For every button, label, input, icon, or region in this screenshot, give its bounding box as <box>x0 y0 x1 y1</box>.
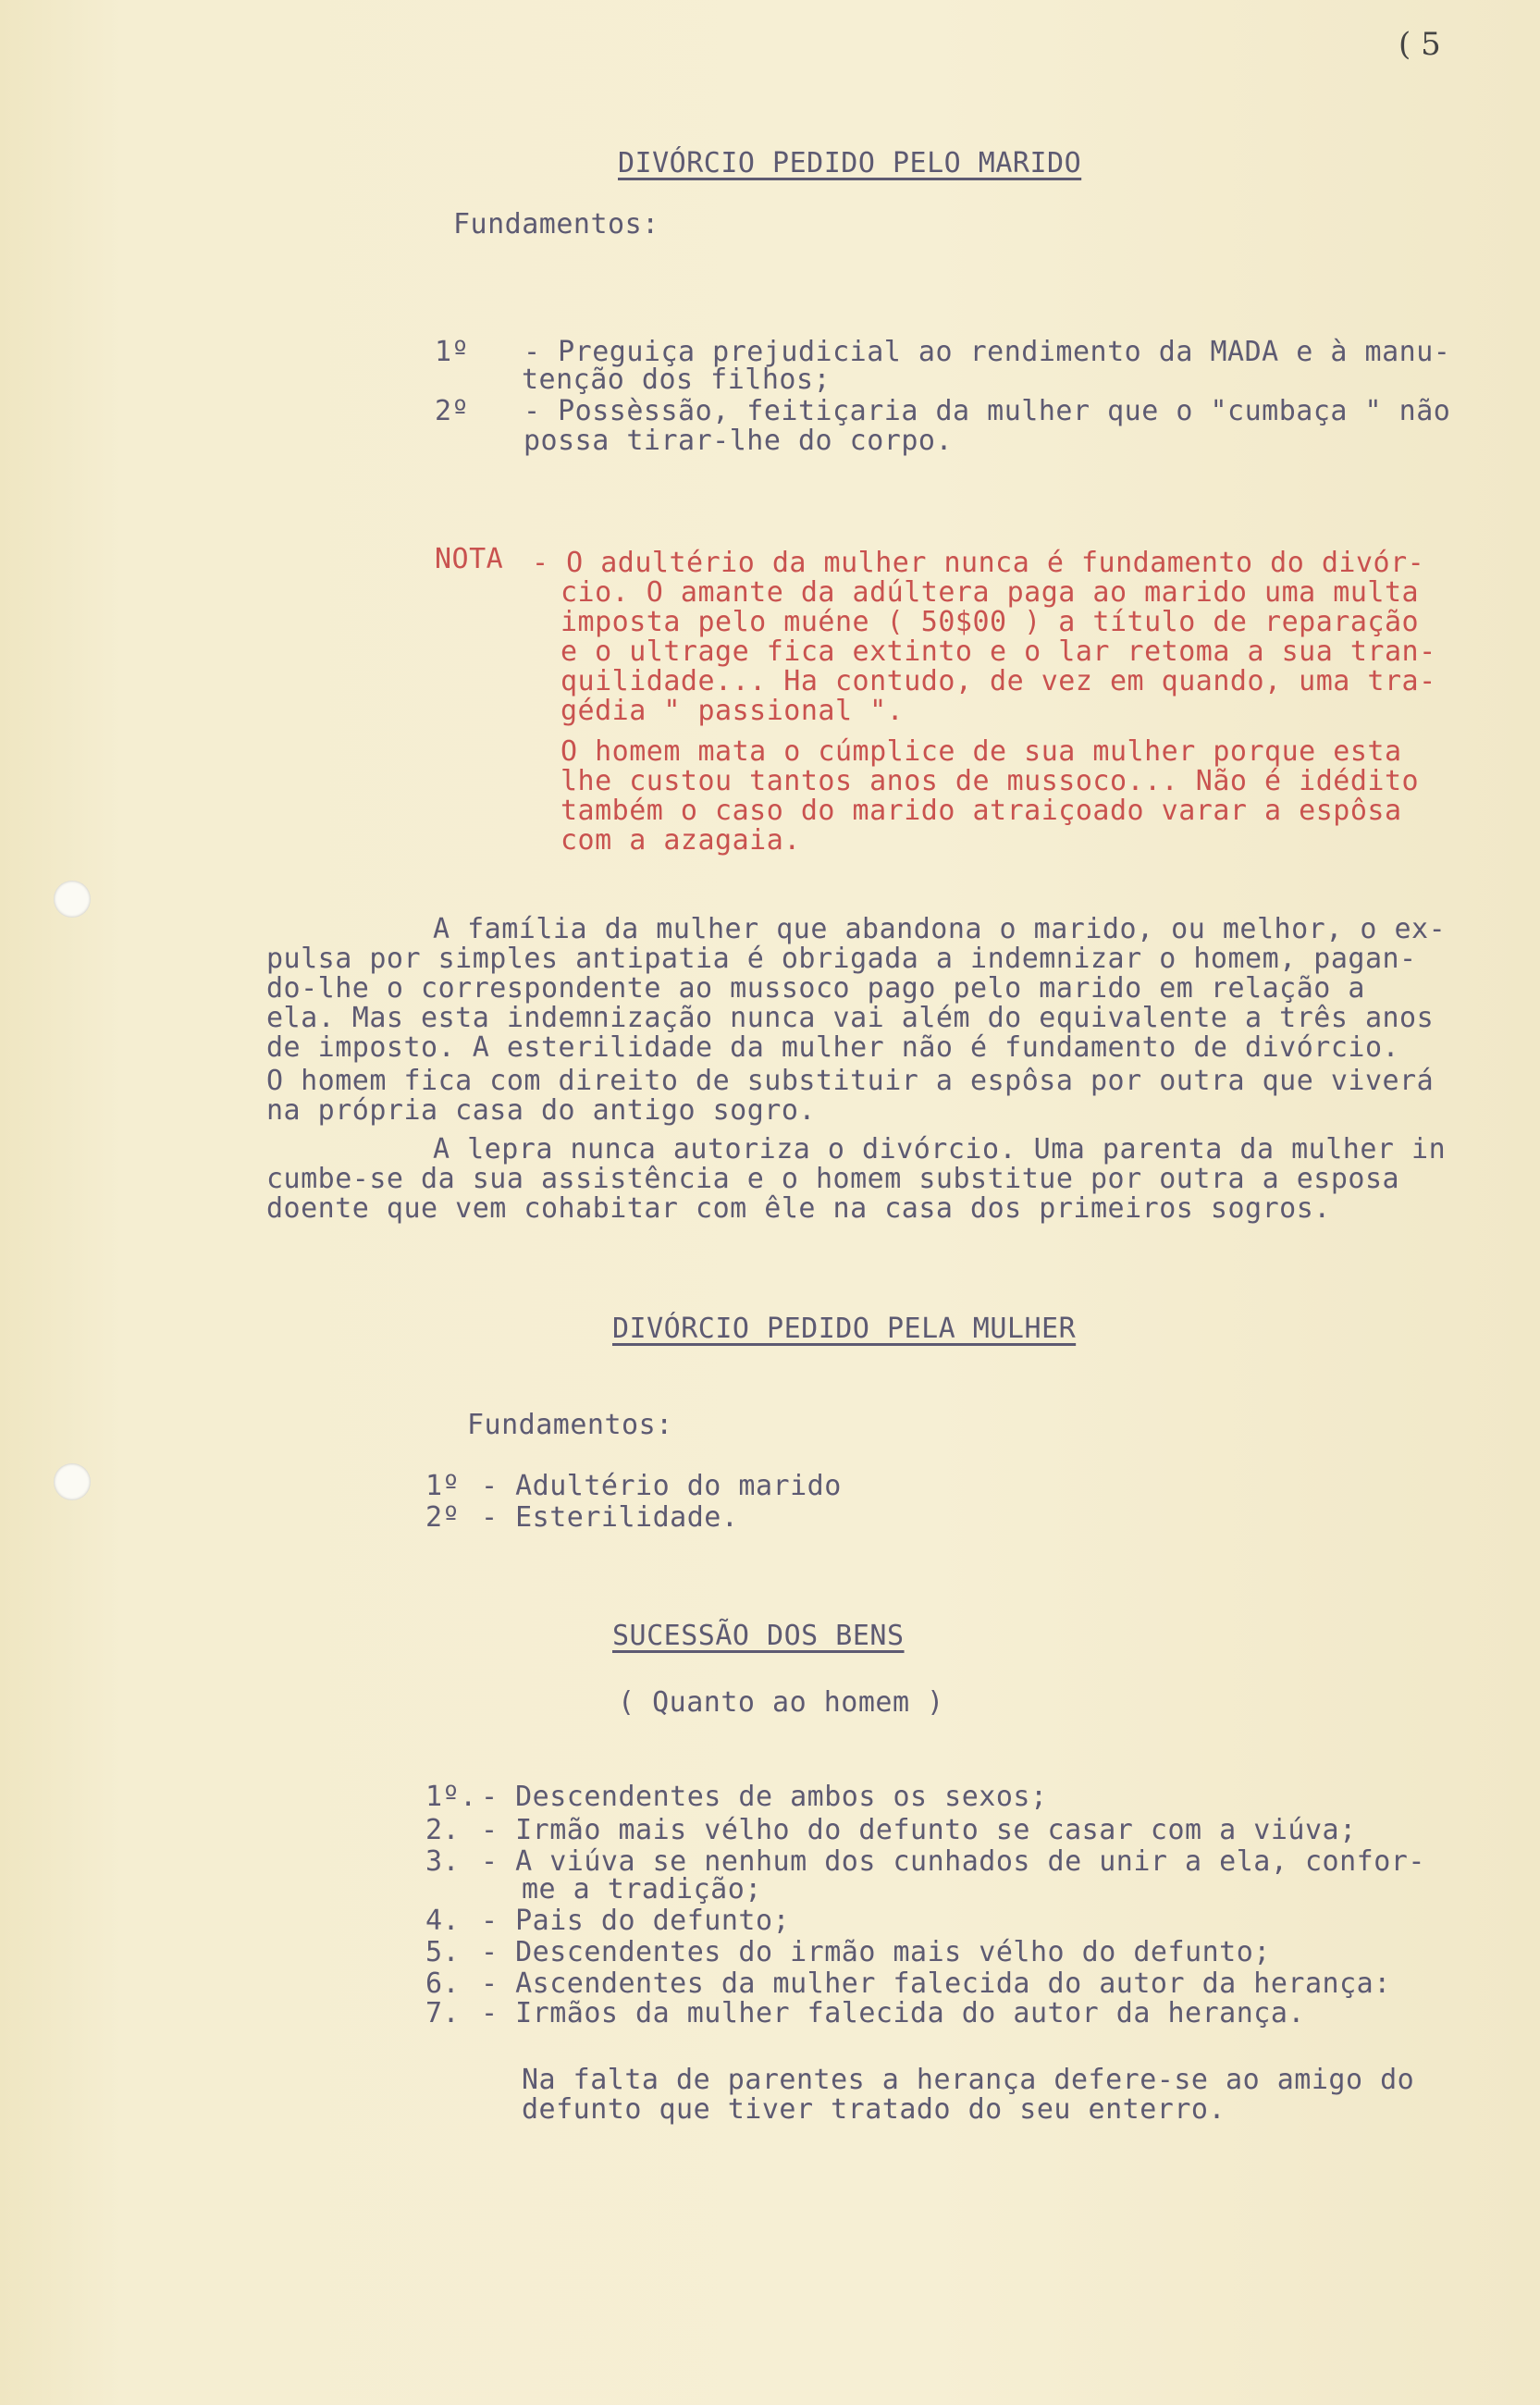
list-item-line: - Pais do defunto; <box>481 1905 791 1937</box>
paragraph-line: A família da mulher que abandona o marido, ou melhor, o ex- <box>433 913 1447 945</box>
note-line: com a azagaia. <box>561 824 801 857</box>
list-item-line: tenção dos filhos; <box>522 364 832 396</box>
page-number: ( 5 <box>1398 26 1441 63</box>
paragraph-line: ela. Mas esta indemnização nunca vai além do equivalente a três anos <box>266 1002 1435 1034</box>
punch-hole-top <box>54 881 91 918</box>
list-item-number: 1º. <box>425 1781 477 1813</box>
list-item-line: - Irmão mais vélho do defunto se casar com a viúva; <box>481 1814 1357 1846</box>
closing-line: Na falta de parentes a herança defere-se ao amigo do <box>522 2064 1415 2096</box>
note-line: gédia " passional ". <box>561 695 905 727</box>
section-title-husband-divorce: DIVÓRCIO PEDIDO PELO MARIDO <box>618 147 1082 179</box>
list-item-number: 2º <box>435 395 470 427</box>
note-line: imposta pelo muéne ( 50$00 ) a título de reparação <box>561 606 1420 638</box>
note-label: NOTA <box>435 543 504 575</box>
list-item-number: 4. <box>425 1905 461 1937</box>
note-line: e o ultrage fica extinto e o lar retoma a sua tran- <box>561 635 1436 668</box>
list-item-line: possa tirar-lhe do corpo. <box>524 425 954 457</box>
paragraph-line: pulsa por simples antipatia é obrigada a indemnizar o homem, pagan- <box>266 943 1417 975</box>
section-subtitle: Fundamentos: <box>467 1409 673 1441</box>
note-line: quilidade... Ha contudo, de vez em quando, uma tra- <box>561 665 1436 697</box>
section-subtitle: Fundamentos: <box>453 208 659 240</box>
section-title-succession: SUCESSÃO DOS BENS <box>612 1620 905 1652</box>
note-line: O homem mata o cúmplice de sua mulher porque esta <box>561 735 1402 768</box>
paragraph-line: A lepra nunca autoriza o divórcio. Uma parenta da mulher in <box>433 1133 1447 1166</box>
note-line: também o caso do marido atraiçoado varar a espôsa <box>561 795 1402 827</box>
list-item-line: - Possèssão, feitiçaria da mulher que o "cumbaça " não <box>524 395 1451 427</box>
list-item-number: 2º <box>425 1501 461 1534</box>
list-item-line: - Descendentes do irmão mais vélho do defunto; <box>481 1936 1271 1968</box>
list-item-line: me a tradição; <box>522 1873 762 1906</box>
list-item-line: - Esterilidade. <box>481 1501 739 1534</box>
list-item-line: - Descendentes de ambos os sexos; <box>481 1781 1048 1813</box>
section-title-wife-divorce: DIVÓRCIO PEDIDO PELA MULHER <box>612 1313 1077 1345</box>
paragraph-line: do-lhe o correspondente ao mussoco pago pelo marido em relação a <box>266 972 1365 1005</box>
closing-line: defunto que tiver tratado do seu enterro. <box>522 2093 1226 2126</box>
list-item-line: - Adultério do marido <box>481 1470 842 1502</box>
list-item-number: 5. <box>425 1936 461 1968</box>
list-item-line: - Irmãos da mulher falecida do autor da herança. <box>481 1997 1305 2029</box>
list-item-number: 3. <box>425 1845 461 1878</box>
paragraph-line: de imposto. A esterilidade da mulher não é fundamento de divórcio. <box>266 1031 1400 1064</box>
note-line: lhe custou tantos anos de mussoco... Não é idédito <box>561 765 1420 797</box>
list-item-number: 6. <box>425 1967 461 2000</box>
list-item-line: - A viúva se nenhum dos cunhados de unir a ela, confor- <box>481 1845 1425 1878</box>
list-item-number: 2. <box>425 1814 461 1846</box>
list-item-line: - Preguiça prejudicial ao rendimento da MADA e à manu- <box>524 336 1451 368</box>
paragraph-line: cumbe-se da sua assistência e o homem substitue por outra a esposa <box>266 1163 1400 1195</box>
section-subtitle: ( Quanto ao homem ) <box>618 1686 944 1719</box>
paragraph-line: doente que vem cohabitar com êle na casa dos primeiros sogros. <box>266 1192 1331 1225</box>
paragraph-line: O homem fica com direito de substituir a espôsa por outra que viverá <box>266 1065 1435 1097</box>
punch-hole-bottom <box>54 1463 91 1500</box>
note-line: cio. O amante da adúltera paga ao marido uma multa <box>561 576 1420 609</box>
list-item-number: 7. <box>425 1997 461 2029</box>
list-item-number: 1º <box>425 1470 461 1502</box>
list-item-number: 1º <box>435 336 470 368</box>
note-line: - O adultério da mulher nunca é fundamento do divór- <box>532 547 1425 579</box>
list-item-line: - Ascendentes da mulher falecida do autor da herança: <box>481 1967 1391 2000</box>
paragraph-line: na própria casa do antigo sogro. <box>266 1094 816 1127</box>
